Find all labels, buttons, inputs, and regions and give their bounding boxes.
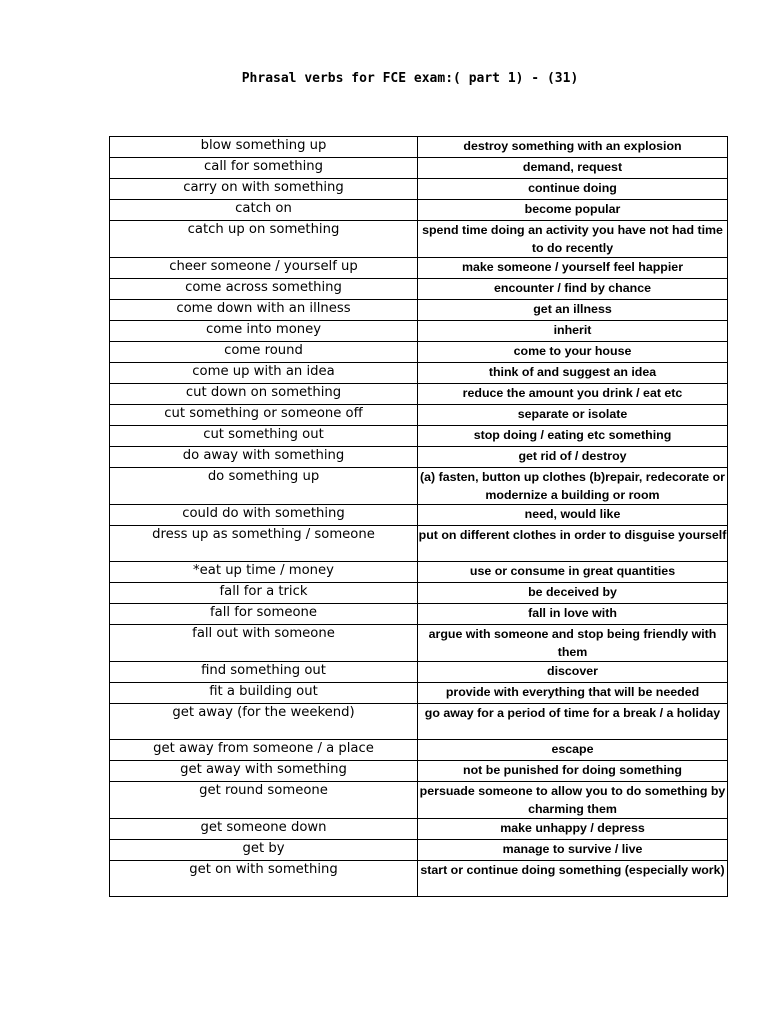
table-row [110, 704, 728, 740]
table-row [110, 342, 728, 363]
table-row [110, 158, 728, 179]
table-row [110, 447, 728, 468]
table-row [110, 363, 728, 384]
phrasal-verb-cell: get by [110, 840, 418, 861]
phrasal-verb-cell: call for something [110, 158, 418, 179]
table-row [110, 740, 728, 761]
phrasal-verb-cell: get away with something [110, 761, 418, 782]
phrasal-verb-cell: get away (for the weekend) [110, 704, 418, 740]
meaning-cell: get an illness [418, 300, 728, 321]
meaning-cell: be deceived by [418, 583, 728, 604]
table-row [110, 604, 728, 625]
phrasal-verb-cell: get on with something [110, 861, 418, 897]
table-body [110, 137, 728, 897]
table-row [110, 662, 728, 683]
table-row [110, 782, 728, 819]
meaning-cell: provide with everything that will be needed [418, 683, 728, 704]
phrasal-verb-cell: could do with something [110, 505, 418, 526]
phrasal-verb-cell: come up with an idea [110, 363, 418, 384]
meaning-cell: destroy something with an explosion [418, 137, 728, 158]
table-row [110, 819, 728, 840]
table-row [110, 505, 728, 526]
phrasal-verb-cell: do something up [110, 468, 418, 505]
meaning-cell: need, would like [418, 505, 728, 526]
meaning-cell: continue doing [418, 179, 728, 200]
phrasal-verb-cell: fall for a trick [110, 583, 418, 604]
meaning-cell: separate or isolate [418, 405, 728, 426]
table-row [110, 300, 728, 321]
table-row [110, 200, 728, 221]
page-title: Phrasal verbs for FCE exam:( part 1) - (31) [241, 71, 579, 86]
meaning-cell: reduce the amount you drink / eat etc [418, 384, 728, 405]
phrasal-verb-cell: catch up on something [110, 221, 418, 258]
phrasal-verb-cell: come across something [110, 279, 418, 300]
phrasal-verb-cell: cut down on something [110, 384, 418, 405]
phrasal-verb-cell: fall out with someone [110, 625, 418, 662]
table-row [110, 526, 728, 562]
phrasal-verb-cell: come into money [110, 321, 418, 342]
meaning-cell: escape [418, 740, 728, 761]
meaning-cell: go away for a period of time for a break / a holiday [418, 704, 728, 740]
meaning-cell: demand, request [418, 158, 728, 179]
meaning-cell: not be punished for doing something [418, 761, 728, 782]
meaning-cell: argue with someone and stop being friendly with them [418, 625, 728, 662]
phrasal-verb-cell: come down with an illness [110, 300, 418, 321]
table-row [110, 221, 728, 258]
meaning-cell: stop doing / eating etc something [418, 426, 728, 447]
phrasal-verb-cell: get round someone [110, 782, 418, 819]
table-row [110, 761, 728, 782]
table-row [110, 683, 728, 704]
table-row [110, 625, 728, 662]
meaning-cell: make someone / yourself feel happier [418, 258, 728, 279]
phrasal-verb-cell: get someone down [110, 819, 418, 840]
phrasal-verb-cell: fall for someone [110, 604, 418, 625]
table-row [110, 583, 728, 604]
phrasal-verb-cell: cut something out [110, 426, 418, 447]
meaning-cell: manage to survive / live [418, 840, 728, 861]
phrasal-verb-cell: cheer someone / yourself up [110, 258, 418, 279]
meaning-cell: get rid of / destroy [418, 447, 728, 468]
table-row [110, 137, 728, 158]
table-row [110, 840, 728, 861]
phrasal-verb-cell: fit a building out [110, 683, 418, 704]
phrasal-verb-cell: get away from someone / a place [110, 740, 418, 761]
meaning-cell: think of and suggest an idea [418, 363, 728, 384]
table-row [110, 861, 728, 897]
meaning-cell: (a) fasten, button up clothes (b)repair, redecorate or modernize a building or room [418, 468, 728, 505]
phrasal-verb-cell: dress up as something / someone [110, 526, 418, 562]
phrasal-verb-cell: come round [110, 342, 418, 363]
table-row [110, 562, 728, 583]
meaning-cell: become popular [418, 200, 728, 221]
meaning-cell: come to your house [418, 342, 728, 363]
table-row [110, 468, 728, 505]
meaning-cell: encounter / find by chance [418, 279, 728, 300]
phrasal-verb-cell: cut something or someone off [110, 405, 418, 426]
table-row [110, 321, 728, 342]
meaning-cell: fall in love with [418, 604, 728, 625]
table-row [110, 279, 728, 300]
phrasal-verbs-table [109, 136, 728, 897]
phrasal-verb-cell: catch on [110, 200, 418, 221]
phrasal-verb-cell: *eat up time / money [110, 562, 418, 583]
meaning-cell: inherit [418, 321, 728, 342]
table-row [110, 426, 728, 447]
meaning-cell: discover [418, 662, 728, 683]
table-row [110, 179, 728, 200]
phrasal-verb-cell: do away with something [110, 447, 418, 468]
table-row [110, 384, 728, 405]
meaning-cell: use or consume in great quantities [418, 562, 728, 583]
meaning-cell: make unhappy / depress [418, 819, 728, 840]
meaning-cell: put on different clothes in order to disguise yourself [418, 526, 728, 562]
meaning-cell: persuade someone to allow you to do something by charming them [418, 782, 728, 819]
meaning-cell: spend time doing an activity you have not had time to do recently [418, 221, 728, 258]
meaning-cell: start or continue doing something (especially work) [418, 861, 728, 897]
phrasal-verb-cell: blow something up [110, 137, 418, 158]
table-row [110, 405, 728, 426]
phrasal-verb-cell: find something out [110, 662, 418, 683]
table-row [110, 258, 728, 279]
phrasal-verb-cell: carry on with something [110, 179, 418, 200]
